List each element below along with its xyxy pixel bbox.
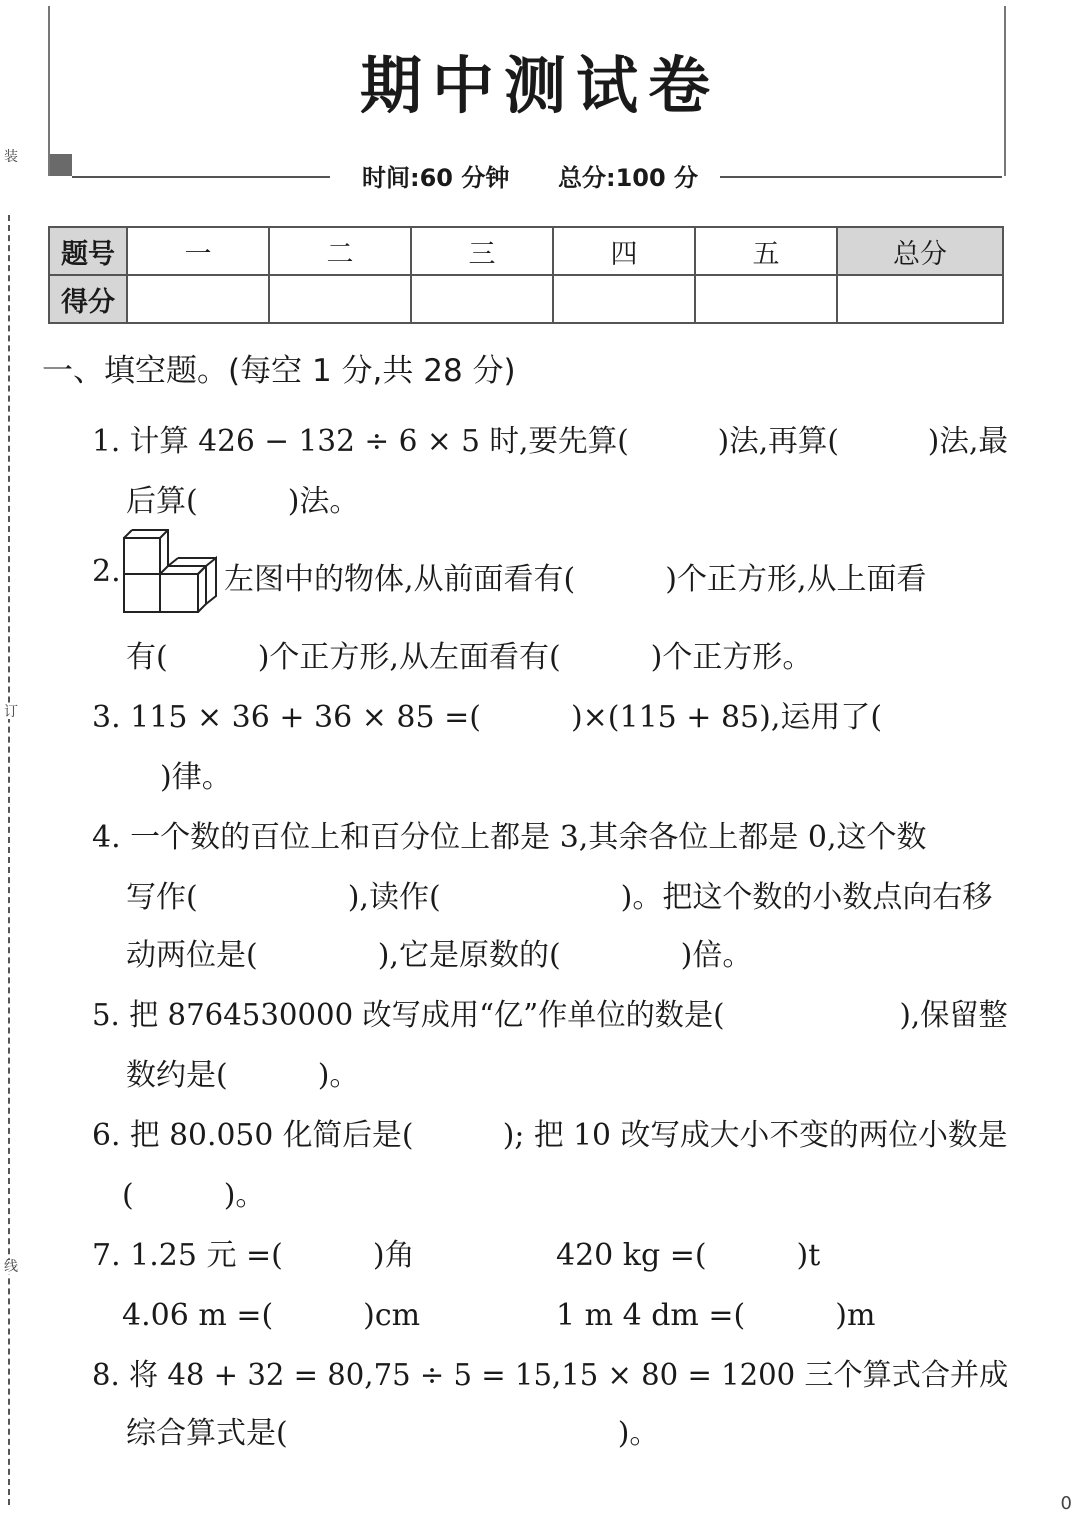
score-table (48, 226, 1004, 324)
binding-char-1: 装 (4, 149, 18, 165)
cube-figure-icon (122, 528, 220, 616)
question-2-number: 2. (92, 554, 121, 589)
binding-dashed-line (8, 215, 10, 1505)
corner-marker (50, 154, 72, 176)
section-heading: 一、填空题。(每空 1 分,共 28 分) (42, 353, 516, 389)
score-input-cell[interactable] (269, 275, 411, 323)
question-6-line-2: ( )。 (122, 1178, 266, 1213)
question-7-item-d: 1 m 4 dm =( )m (556, 1298, 876, 1333)
binding-char-3: 线 (4, 1259, 18, 1275)
question-7-item-a: 7. 1.25 元 =( )角 (92, 1238, 415, 1273)
question-3-line-2: )律。 (160, 760, 232, 795)
score-table-cell: 总分 (837, 227, 1003, 275)
page-title: 期中测试卷 (359, 49, 720, 122)
binding-char-2: 订 (4, 704, 18, 720)
score-table-cell: 五 (695, 227, 837, 275)
score-table-score-row (49, 275, 1003, 323)
score-input-cell[interactable] (695, 275, 837, 323)
question-1-line-1: 1. 计算 426 − 132 ÷ 6 × 5 时,要先算( )法,再算( )法,最 (92, 424, 1008, 459)
question-4-line-2: 写作( ),读作( )。把这个数的小数点向右移 (126, 880, 993, 915)
score-table-cell: 二 (269, 227, 411, 275)
score-input-cell[interactable] (127, 275, 269, 323)
header-rule-left (72, 176, 330, 178)
question-8-line-1: 8. 将 48 + 32 = 80,75 ÷ 5 = 15,15 × 80 = 1200 三个算式合并成 (92, 1358, 1009, 1393)
exam-time: 时间:60 分钟 (362, 164, 510, 192)
question-5-line-2: 数约是( )。 (126, 1058, 360, 1093)
question-6-line-1: 6. 把 80.050 化简后是( ); 把 10 改写成大小不变的两位小数是 (92, 1118, 1008, 1153)
score-input-cell[interactable] (411, 275, 553, 323)
question-7-item-b: 420 kg =( )t (556, 1238, 821, 1273)
question-1-line-2: 后算( )法。 (126, 484, 360, 519)
score-row-label: 得分 (49, 275, 127, 323)
question-7-item-c: 4.06 m =( )cm (122, 1298, 421, 1333)
question-4-line-1: 4. 一个数的百位上和百分位上都是 3,其余各位上都是 0,这个数 (92, 820, 927, 855)
score-table-header-row (49, 227, 1003, 275)
exam-total-score: 总分:100 分 (558, 164, 699, 192)
header-rule-right (720, 176, 1002, 178)
question-5-line-1: 5. 把 8764530000 改写成用“亿”作单位的数是( ),保留整 (92, 998, 1008, 1033)
score-table-cell: 三 (411, 227, 553, 275)
score-input-cell[interactable] (553, 275, 695, 323)
score-input-cell[interactable] (837, 275, 1003, 323)
question-3-line-1: 3. 115 × 36 + 36 × 85 =( )×(115 + 85),运用了( (92, 700, 883, 735)
question-2-line-1: 左图中的物体,从前面看有( )个正方形,从上面看 (224, 562, 927, 597)
score-table-cell: 一 (127, 227, 269, 275)
question-2-line-2: 有( )个正方形,从左面看有( )个正方形。 (126, 640, 813, 675)
score-table-cell: 四 (553, 227, 695, 275)
score-table-cell: 题号 (49, 227, 127, 275)
question-8-line-2: 综合算式是( )。 (126, 1416, 660, 1451)
question-4-line-3: 动两位是( ),它是原数的( )倍。 (126, 938, 753, 973)
page-number: 0 (1060, 1493, 1072, 1514)
